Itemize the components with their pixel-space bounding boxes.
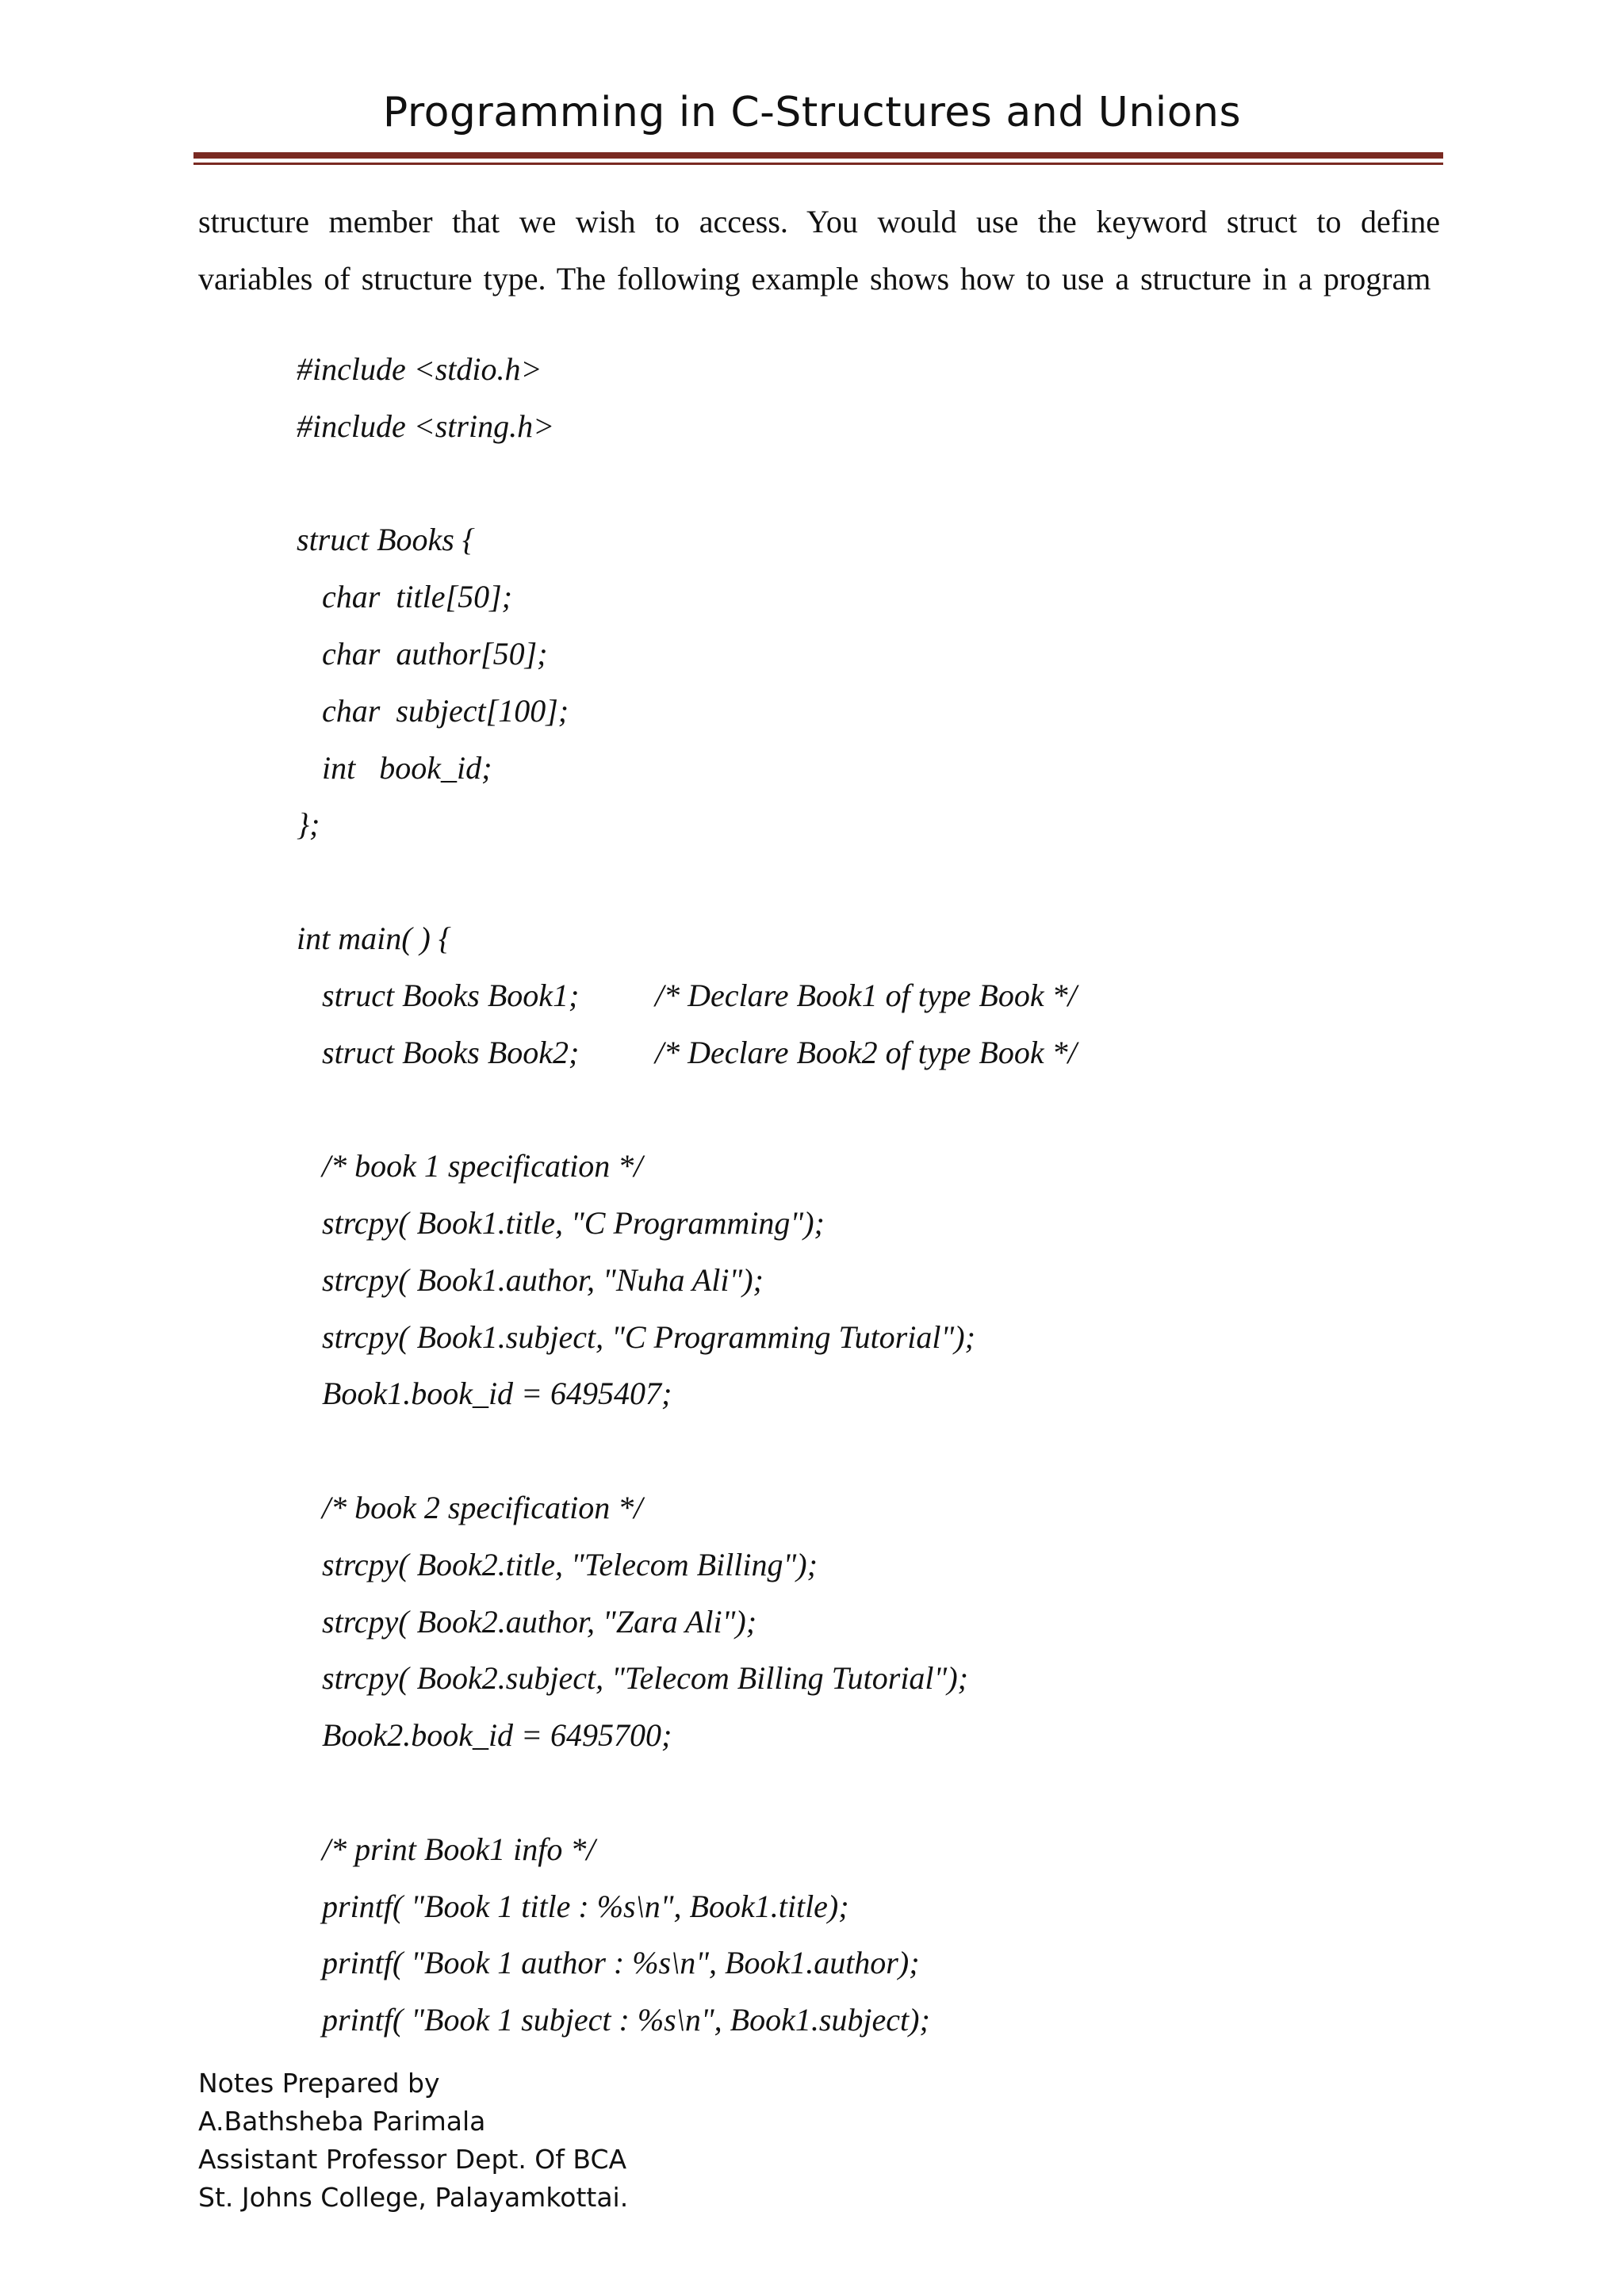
code-line [297,1309,975,1366]
code-block [297,341,1077,2049]
code-line [297,1536,975,1594]
code-text: printf( "Book 1 title : %s\n", Book1.title); [322,1888,849,1924]
code-line [297,853,975,910]
code-text: char author[50]; [322,635,548,672]
code-line [297,568,975,626]
code-comment: /* Declare Book2 of type Book */ [655,1034,1077,1070]
code-line [297,1365,975,1422]
code-line [297,1081,975,1138]
code-line [297,1992,975,2049]
code-line [297,1594,975,1651]
code-line [297,1195,975,1252]
code-text: int main( ) { [297,920,451,956]
code-line [297,398,975,455]
code-line [297,1138,975,1195]
code-line [297,1934,975,1992]
code-text: strcpy( Book1.title, "C Programming"); [322,1204,825,1241]
intro-paragraph [198,193,1440,308]
code-text: #include <stdio.h> [297,351,542,387]
code-text: strcpy( Book2.title, "Telecom Billing"); [322,1546,818,1582]
code-text: printf( "Book 1 author : %s\n", Book1.author); [322,1945,920,1981]
intro-line-1: structure member that we wish to access. You would use the keyword struct to define [198,204,1440,239]
code-line [297,1707,975,1764]
code-text: strcpy( Book1.author, "Nuha Ali"); [322,1261,764,1298]
intro-line-2: variables of structure type. The following example shows how to use a structure in a program [198,261,1431,297]
code-text: int book_id; [322,749,492,786]
code-line [297,1821,975,1878]
code-text: /* print Book1 info */ [322,1831,596,1867]
code-line [297,1422,975,1479]
code-text: strcpy( Book1.subject, "C Programming Tutorial"); [322,1318,975,1355]
code-line [297,455,975,512]
code-text: struct Books { [297,522,475,558]
code-text: printf( "Book 1 subject : %s\n", Book1.subject); [322,2002,930,2038]
footer-line: Notes Prepared by [198,2068,440,2099]
code-text: strcpy( Book2.author, "Zara Ali"); [322,1603,757,1640]
code-line [297,1252,975,1309]
code-text: strcpy( Book2.subject, "Telecom Billing Tutorial"); [322,1660,968,1697]
code-text: char subject[100]; [322,692,569,729]
code-line [297,740,975,797]
code-text: /* book 2 specification */ [322,1489,643,1525]
code-line [297,1878,975,1935]
code-line [297,910,975,967]
code-text: struct Books Book1; [322,977,580,1013]
code-line [297,796,975,853]
footer-line: St. Johns College, Palayamkottai. [198,2182,629,2213]
code-text: char title[50]; [322,579,512,615]
code-line [297,341,975,398]
footer-line: A.Bathsheba Parimala [198,2106,486,2137]
code-line [297,1479,975,1536]
code-text: struct Books Book2; [322,1034,580,1070]
code-line [297,1650,975,1707]
code-line [297,1764,975,1821]
footer-notes [198,2064,628,2217]
page-title: Programming in C-Structures and Unions [382,89,1242,136]
code-line [297,1024,1077,1081]
code-text: #include <string.h> [297,408,555,444]
code-line [297,683,975,740]
code-text: /* book 1 specification */ [322,1148,643,1184]
footer-line: Assistant Professor Dept. Of BCA [198,2144,627,2175]
header-rule-thick [193,152,1443,159]
code-comment: /* Declare Book1 of type Book */ [655,977,1077,1013]
code-line [297,511,975,568]
header-rule-thin [193,163,1443,165]
code-line [297,967,1077,1024]
code-text: Book1.book_id = 6495407; [322,1376,672,1412]
code-line [297,626,975,683]
code-text: }; [297,806,320,843]
code-text: Book2.book_id = 6495700; [322,1717,672,1754]
